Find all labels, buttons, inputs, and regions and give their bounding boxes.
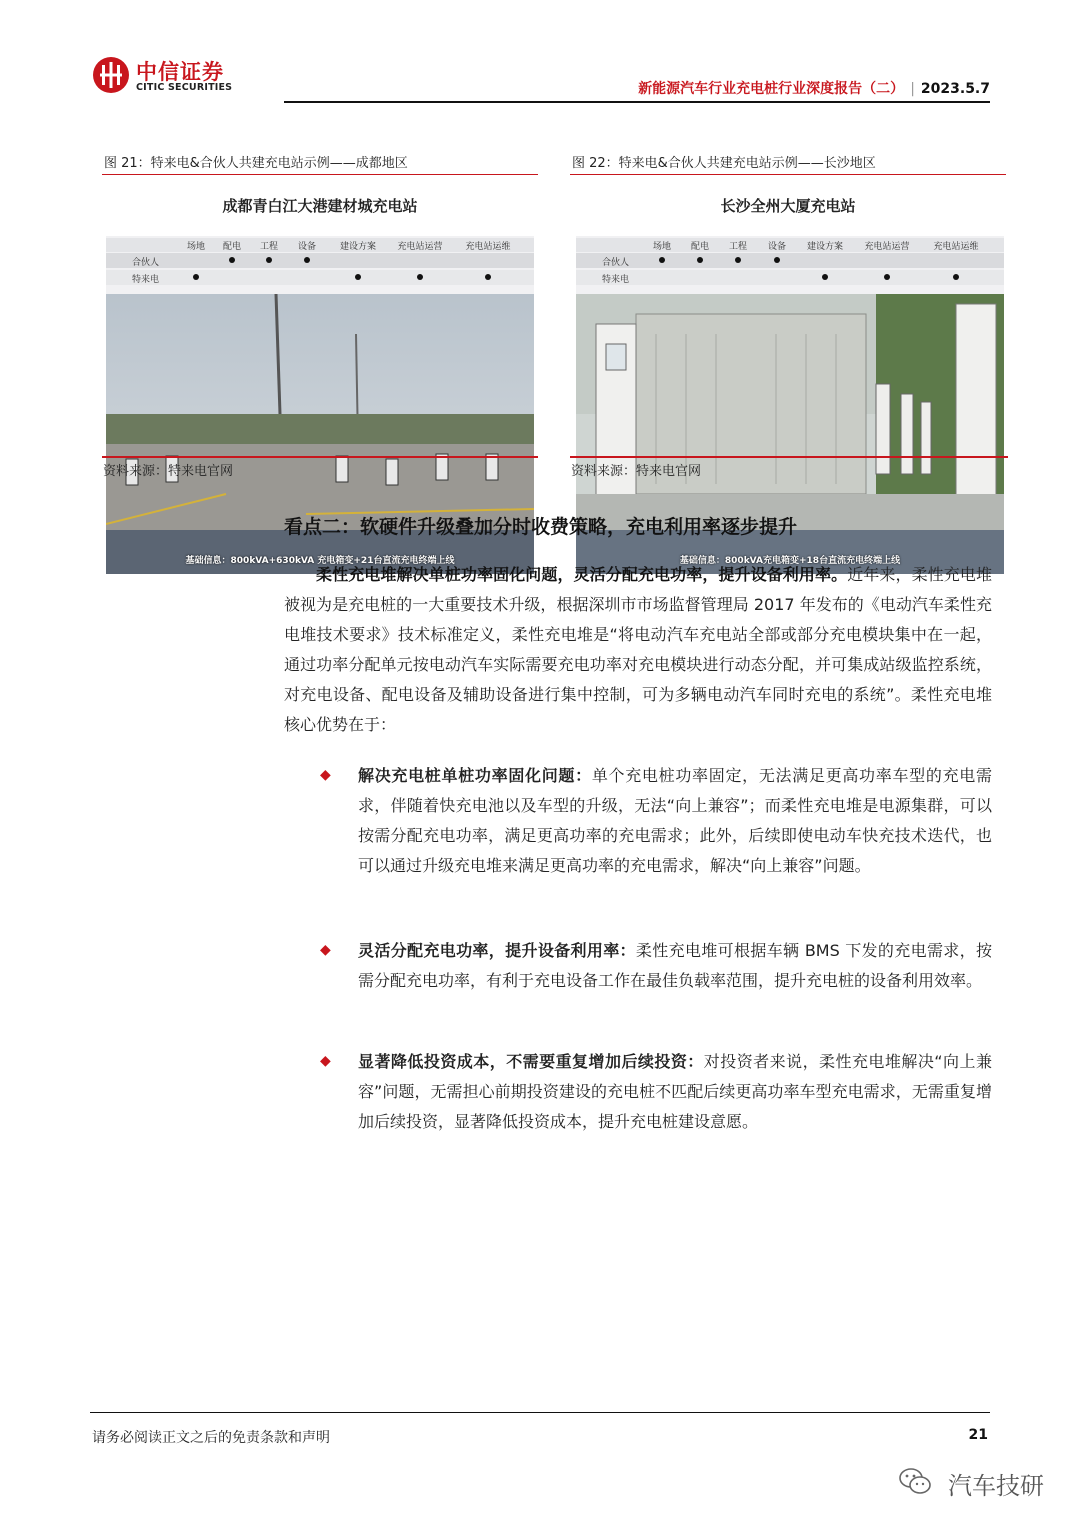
table-header-cell: 工程 [728,242,748,252]
figure-title: 成都青白江大港建材城充电站 [222,197,418,215]
citic-logo [92,52,242,98]
bullet-item [358,761,992,881]
table-header-cell: 场地 [186,242,206,252]
responsibility-dot [953,274,959,280]
report-date: 2023.5.7 [920,81,990,97]
figure-source: 资料来源：特来电官网 [571,464,702,479]
responsibility-dot [193,274,199,280]
header-divider [284,101,990,103]
bullet-body: 单个充电桩功率固定，无法满足更高功率车型的充电需求，伴随着快充电池以及车型的升级，无法“向上兼容”；而柔性充电堆是电源集群，可以按需分配充电功率，满足更高功率的充电需求；此外，后续即使电动车快充技术迭代，也可以通过升级充电堆来满足更高功率的充电需求，解决“向上兼容”问题。 [358,766,992,875]
photo-caption: 基础信息：800kVA充电箱变+18台直流充电终端上线 [679,556,901,566]
report-title: 新能源汽车行业充电桩行业深度报告（二） [638,81,905,97]
table-header-cell: 场地 [652,242,672,252]
section-heading: 看点二：软硬件升级叠加分时收费策略，充电利用率逐步提升 [284,516,798,538]
table-header-cell: 充电站运维 [933,242,979,252]
photo-caption: 基础信息：800kVA+630kVA 充电箱变+21台直流充电终端上线 [185,556,455,566]
responsibility-dot [697,257,703,263]
table-row [576,270,1004,285]
table-header-cell: 设备 [297,242,317,252]
bullet-item [358,936,992,996]
diamond-bullet-icon: ◆ [320,1053,331,1069]
responsibility-dot [822,274,828,280]
bullet-body: 柔性充电堆可根据车辆 BMS 下发的充电需求，按需分配充电功率，有利于充电设备工作在最佳负载率范围，提升充电桩的设备利用效率。 [358,941,992,990]
responsibility-dot [485,274,491,280]
bullet-item [358,1047,992,1137]
responsibility-table [576,236,1004,294]
citic-logo-mark-icon [92,56,130,94]
logo-chinese-name: 中信证券 [136,60,224,84]
intro-lead: 柔性充电堆解决单桩功率固化问题，灵活分配充电功率，提升设备利用率。 [316,565,848,584]
responsibility-dot [355,274,361,280]
bullet-lead: 显著降低投资成本，不需要重复增加后续投资： [358,1052,704,1071]
bullet-lead: 灵活分配充电功率，提升设备利用率： [358,941,636,960]
table-header-cell: 配电 [690,242,710,252]
watermark-text: 汽车技研 [948,1472,1044,1500]
table-header-cell: 充电站运维 [465,242,511,252]
bullet-body: 对投资者来说，柔性充电堆解决“向上兼容”问题，无需担心前期投资建设的充电桩不匹配后续更高功率车型充电需求，无需重复增加后续投资，显著降低投资成本，提升充电桩建设意愿。 [358,1052,992,1131]
row-label: 合伙人 [132,258,160,268]
table-row [576,253,1004,268]
figure-title: 长沙全州大厦充电站 [720,197,856,215]
logo-english-name: CITIC SECURITIES [136,82,233,93]
responsibility-dot [884,274,890,280]
table-header-cell: 工程 [259,242,279,252]
figure-divider [570,456,1008,458]
table-row [106,253,534,268]
figure-divider [102,456,538,458]
disclaimer-notice: 请务必阅读正文之后的免责条款和声明 [92,1430,330,1446]
responsibility-dot [659,257,665,263]
table-row [106,270,534,285]
responsibility-table [106,236,534,294]
responsibility-dot [304,257,310,263]
table-header-cell: 充电站运营 [864,242,910,252]
intro-paragraph [284,560,992,740]
responsibility-dot [229,257,235,263]
row-label: 合伙人 [602,258,630,268]
diamond-bullet-icon: ◆ [320,942,331,958]
intro-body: 近年来，柔性充电堆被视为是充电桩的一大重要技术升级，根据深圳市市场监督管理局 2017 年发布的《电动汽车柔性充电堆技术要求》技术标准定义，柔性充电堆是“将电动汽车充电站全部或部分充电模块集中在一起，通过功率分配单元按电动汽车实际需要充电功率对充电模块进行动态分配，并可集成站级监控系统，对充电设备、配电设备及辅助设备进行集中控制，可为多辆电动汽车同时充电的系统”。柔性充电堆核心优势在于： [284,565,992,734]
figure-source: 资料来源：特来电官网 [103,464,234,479]
header-separator: | [910,81,915,97]
table-header-cell: 建设方案 [339,242,377,252]
diamond-bullet-icon: ◆ [320,767,331,783]
row-label: 特来电 [132,275,160,285]
footer-divider [90,1412,990,1413]
table-header-cell: 配电 [222,242,242,252]
row-label: 特来电 [602,275,630,285]
page-number: 21 [968,1427,988,1443]
table-header-cell: 设备 [767,242,787,252]
figure-caption: 图 22：特来电&合伙人共建充电站示例——长沙地区 [570,152,1006,175]
figure-caption: 图 21：特来电&合伙人共建充电站示例——成都地区 [102,152,538,175]
bullet-lead: 解决充电桩单桩功率固化问题： [358,766,592,785]
responsibility-dot [266,257,272,263]
report-header [638,78,990,98]
responsibility-dot [417,274,423,280]
table-header-cell: 建设方案 [806,242,844,252]
responsibility-dot [774,257,780,263]
responsibility-dot [735,257,741,263]
wechat-icon [898,1466,932,1496]
table-header-cell: 充电站运营 [397,242,443,252]
